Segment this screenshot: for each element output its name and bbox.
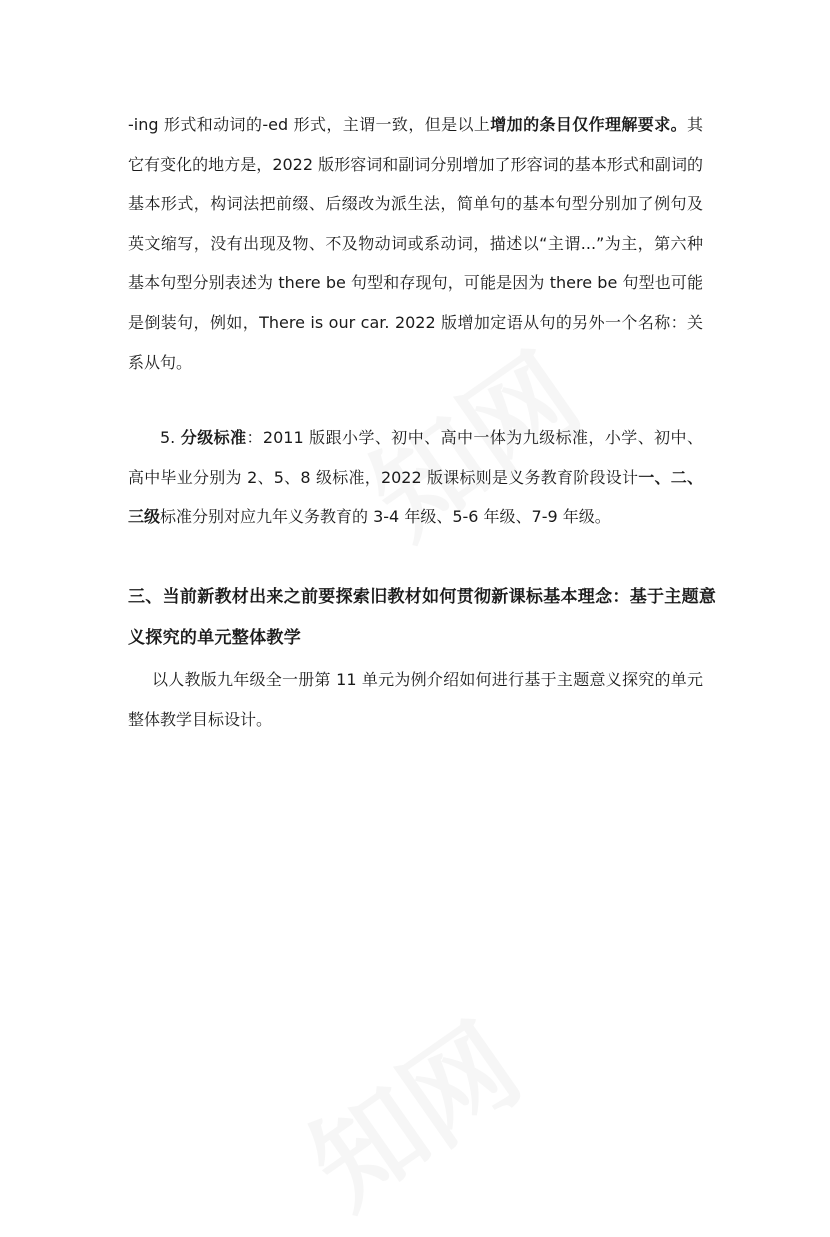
paragraph-unit-example: 以人教版九年级全一册第 11 单元为例介绍如何进行基于主题意义探究的单元整体教学目标设计。: [128, 670, 703, 729]
watermark-bottom: [275, 981, 546, 1237]
para1-text-2: 其它有变化的地方是，2022 版形容词和副词分别增加了形容词的基本形式和副词的基本形式，构词法把前缀、后缀改为派生法，简单句的基本句型分别加了例句及英文缩写，没有出现及物、不及物动词或系动词，描述以“主谓...”为主，第六种基本句型分别表述为 there be 句型和存现句，可能是因为 there be 句型也可能是倒装句，例如，There is our car. 2022 版增加定语从句的另外一个名称：关系从句。: [128, 115, 703, 372]
para2-text-2: 标准分别对应九年义务教育的 3-4 年级、5-6 年级、7-9 年级。: [160, 507, 611, 527]
para2-number: 5.: [160, 428, 181, 447]
para1-bold-note: 增加的条目仅作理解要求。: [490, 115, 687, 134]
para2-text-1: ：2011 版跟小学、初中、高中一体为九级标准，小学、初中、高中毕业分别为 2、5、8 级标准，2022 版课标则是义务教育阶段设计: [128, 428, 703, 487]
section-heading-3: 三、当前新教材出来之前要探索旧教材如何贯彻新课标基本理念：基于主题意义探究的单元整体教学: [128, 587, 717, 648]
paragraph-grammar-changes: [128, 105, 703, 382]
paragraph-grading-standard: [128, 418, 703, 537]
para2-bold-label: 分级标准: [180, 428, 247, 447]
para2-bold-levels: 一、二、三级: [128, 467, 703, 527]
para1-text-1: -ing 形式和动词的-ed 形式，主谓一致，但是以上: [128, 115, 491, 134]
